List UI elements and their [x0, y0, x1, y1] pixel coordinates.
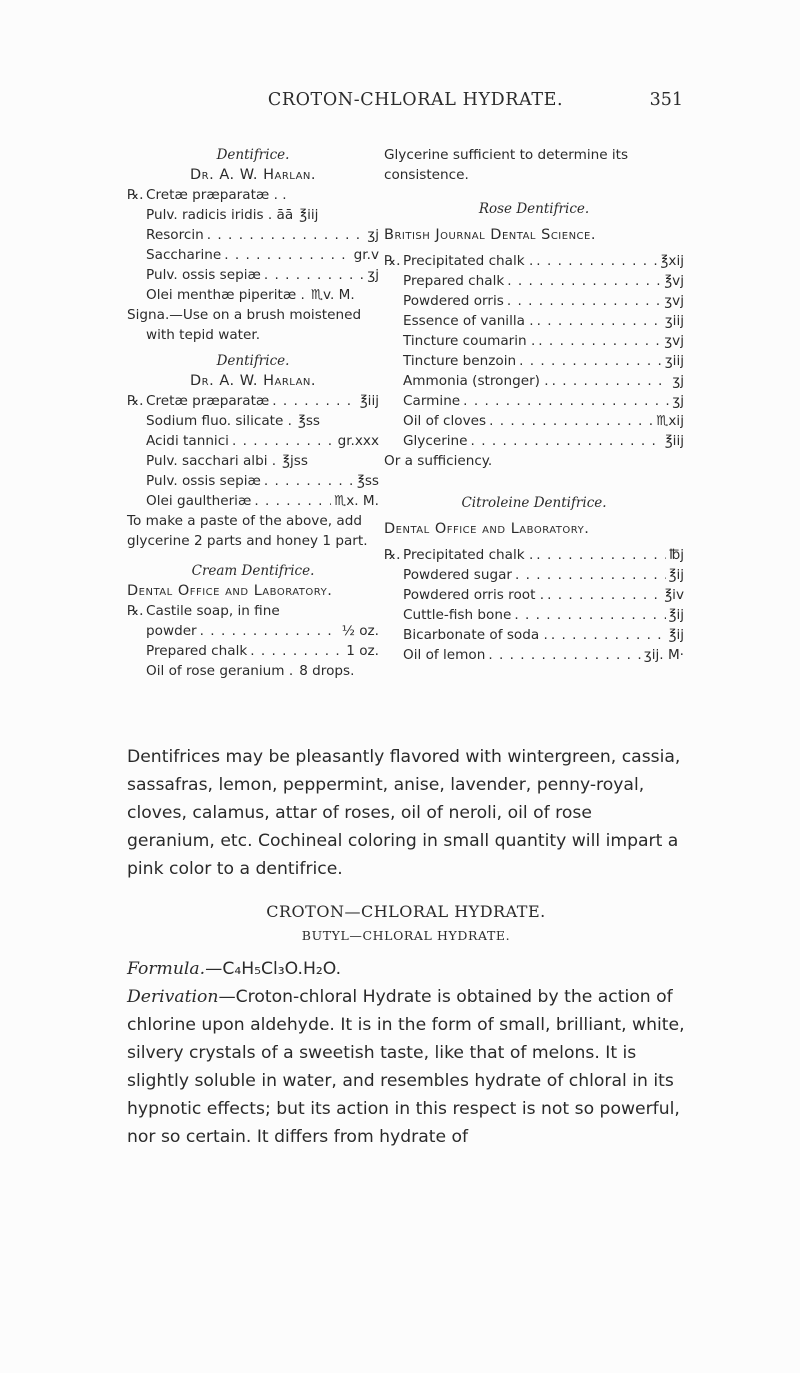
- ingredient: Powdered sugar: [403, 567, 512, 583]
- quantity: ʒj: [672, 373, 684, 389]
- quantity: ℥ij: [668, 607, 684, 623]
- ingredient: Bicarbonate of soda .: [403, 627, 548, 643]
- quantity: ℥iv: [664, 587, 684, 603]
- ingredient: Saccharine: [146, 247, 222, 263]
- left-column: [127, 145, 379, 681]
- formula-label: Formula.: [127, 959, 206, 979]
- quantity: ♏x. M.: [334, 493, 379, 509]
- recipe-line: [384, 545, 684, 565]
- quantity: ʒvj: [664, 333, 684, 349]
- recipe-author: Dr. A. W. Harlan.: [189, 167, 317, 183]
- rx-symbol: ℞.: [384, 547, 401, 563]
- ingredient: Oil of cloves: [403, 413, 487, 429]
- recipe-line: [384, 311, 684, 331]
- quantity: ℥ss: [356, 473, 379, 489]
- recipe-line: [127, 491, 379, 511]
- ingredient: Olei menthæ piperitæ .: [146, 287, 305, 303]
- quantity: 8 drops.: [299, 663, 355, 679]
- recipe-author: Dental Office and Laboratory.: [127, 583, 333, 599]
- quantity: ℥iij: [359, 393, 379, 409]
- ingredient: Powdered orris root .: [403, 587, 545, 603]
- derivation-paragraph: [127, 983, 685, 1151]
- ingredient: Sodium fluo. silicate .: [146, 413, 292, 429]
- flavoring-paragraph: Dentifrices may be pleasantly flavored with wintergreen, cassia, sassafras, lemon, peppermint, anise, lavender, penny-royal, cloves, calamus, attar of roses, oil of neroli, oil of rose geranium, etc. Cochineal coloring in small quantity will impart a pink color to a dentifrice.: [127, 747, 681, 879]
- ingredient: Pulv. ossis sepiæ: [146, 473, 261, 489]
- quantity: ʒj: [367, 227, 379, 243]
- recipe-line: [127, 185, 379, 205]
- ingredient: Oil of lemon: [403, 647, 486, 663]
- ingredient: powder: [146, 623, 197, 639]
- ingredient: Pulv. ossis sepiæ: [146, 267, 261, 283]
- ingredient: Essence of vanilla .: [403, 313, 534, 329]
- recipe-line: [127, 641, 379, 661]
- recipe-5-list: [384, 545, 684, 665]
- quantity: ℥iij: [299, 207, 319, 223]
- ingredient: Castile soap, in fine: [146, 603, 280, 619]
- recipe-line: [127, 245, 379, 265]
- section-title: CROTON—CHLORAL HYDRATE.: [266, 902, 546, 921]
- recipe-line: [384, 411, 684, 431]
- ingredient: Prepared chalk: [146, 643, 248, 659]
- ingredient: Prepared chalk: [403, 273, 505, 289]
- ingredient: Olei gaultheriæ: [146, 493, 252, 509]
- recipe-line: [384, 645, 684, 665]
- page-number: 351: [649, 90, 683, 110]
- quantity: ℥ss: [297, 413, 321, 429]
- rx-symbol: ℞.: [127, 187, 144, 203]
- ingredient: Tincture coumarin .: [403, 333, 536, 349]
- ingredient: Cretæ præparatæ . .: [146, 187, 287, 203]
- section-subtitle: BUTYL—CHLORAL HYDRATE.: [301, 928, 511, 943]
- ingredient: Cretæ præparatæ: [146, 393, 270, 409]
- section-body: [127, 955, 685, 1151]
- recipe-line: [127, 265, 379, 285]
- ingredient: Tincture benzoin: [403, 353, 517, 369]
- recipe-note: To make a paste of the above, add glycerine 2 parts and honey 1 part.: [127, 513, 368, 549]
- recipe-author: Dental Office and Laboratory.: [384, 521, 590, 537]
- formula-value: —C₄H₅Cl₃O.H₂O.: [205, 959, 342, 979]
- recipe-author: British Journal Dental Science.: [384, 227, 596, 243]
- quantity: ℥ij: [668, 567, 684, 583]
- recipe-title: Dentifrice.: [216, 353, 290, 369]
- running-header: [148, 90, 683, 122]
- rx-symbol: ℞.: [127, 603, 144, 619]
- right-column: [384, 145, 684, 665]
- recipe-line: [384, 291, 684, 311]
- ingredient: Ammonia (stronger) .: [403, 373, 549, 389]
- recipe-line: [127, 601, 379, 621]
- recipe-1-list: [127, 185, 379, 305]
- recipe-line: [127, 431, 379, 451]
- quantity: ʒvj: [664, 293, 684, 309]
- quantity: ℥xij: [660, 253, 684, 269]
- recipe-title: Dentifrice.: [216, 147, 290, 163]
- recipe-line: [384, 431, 684, 451]
- quantity: ʒiij: [664, 353, 684, 369]
- recipe-line: [127, 411, 379, 431]
- recipe-3-list: [127, 601, 379, 681]
- recipe-line: [384, 565, 684, 585]
- recipe-line: [384, 251, 684, 271]
- recipe-line: [127, 391, 379, 411]
- rx-symbol: ℞.: [384, 253, 401, 269]
- recipe-line: [384, 391, 684, 411]
- quantity: ʒij. M·: [643, 647, 684, 663]
- recipe-line: [384, 585, 684, 605]
- quantity: ʒiij: [664, 313, 684, 329]
- quantity: ℔j: [669, 547, 684, 563]
- ingredient: Cuttle-fish bone: [403, 607, 512, 623]
- recipe-line: [127, 471, 379, 491]
- quantity: ½ oz.: [341, 623, 379, 639]
- quantity: ℥iij: [664, 433, 684, 449]
- recipe-line: [384, 271, 684, 291]
- ingredient: Precipitated chalk .: [403, 253, 534, 269]
- recipe-title: Rose Dentifrice.: [478, 201, 590, 217]
- quantity: gr.v: [353, 247, 379, 263]
- ingredient: Precipitated chalk .: [403, 547, 534, 563]
- recipe-title: Cream Dentifrice.: [191, 563, 315, 579]
- recipe-line: [127, 225, 379, 245]
- quantity: ℥jss: [282, 453, 308, 469]
- recipe-line: [127, 661, 379, 681]
- quantity: ℥ij: [668, 627, 684, 643]
- recipe-line: [127, 205, 379, 225]
- recipe-line: [384, 331, 684, 351]
- recipe-line: [384, 625, 684, 645]
- ingredient: Glycerine: [403, 433, 468, 449]
- recipe-note: Or a sufficiency.: [384, 453, 493, 469]
- derivation-label: Derivation: [127, 987, 219, 1007]
- running-title: CROTON-CHLORAL HYDRATE.: [267, 90, 564, 110]
- recipe-4-list: [384, 251, 684, 471]
- quantity: ʒj: [672, 393, 684, 409]
- ingredient: Pulv. radicis iridis . āā: [146, 207, 294, 223]
- quantity: ℥vj: [664, 273, 684, 289]
- ingredient: Resorcin: [146, 227, 204, 243]
- recipe-line: [384, 371, 684, 391]
- quantity: ♏xij: [656, 413, 684, 429]
- recipe-continuation: Glycerine sufficient to determine its consistence.: [384, 147, 629, 183]
- derivation-text: —Croton-chloral Hydrate is obtained by the action of chlorine upon aldehyde. It is in the form of small, brilliant, white, silvery crystals of a sweetish taste, like that of melons. It is slightly soluble in water, and resembles hydrate of chloral in its hypnotic effects; but its action in this respect is not so powerful, nor so certain. It differs from hydrate of: [127, 987, 685, 1147]
- quantity: ♏v. M.: [310, 287, 355, 303]
- quantity: gr.xxx: [337, 433, 379, 449]
- recipe-2-list: [127, 391, 379, 511]
- recipe-line: [384, 605, 684, 625]
- formula-line: [127, 955, 685, 983]
- recipe-line: [384, 351, 684, 371]
- signa-directions: Signa.—Use on a brush moistened with tepid water.: [127, 307, 362, 343]
- ingredient: Oil of rose geranium .: [146, 663, 294, 679]
- recipe-author: Dr. A. W. Harlan.: [189, 373, 317, 389]
- ingredient: Powdered orris: [403, 293, 504, 309]
- ingredient: Pulv. sacchari albi .: [146, 453, 277, 469]
- ingredient: Carmine: [403, 393, 461, 409]
- recipe-line: [127, 451, 379, 471]
- rx-symbol: ℞.: [127, 393, 144, 409]
- recipe-title: Citroleine Dentifrice.: [461, 495, 607, 511]
- recipe-line: [127, 621, 379, 641]
- quantity: 1 oz.: [346, 643, 379, 659]
- quantity: ʒj: [367, 267, 379, 283]
- ingredient: Acidi tannici: [146, 433, 229, 449]
- recipe-line: [127, 285, 379, 305]
